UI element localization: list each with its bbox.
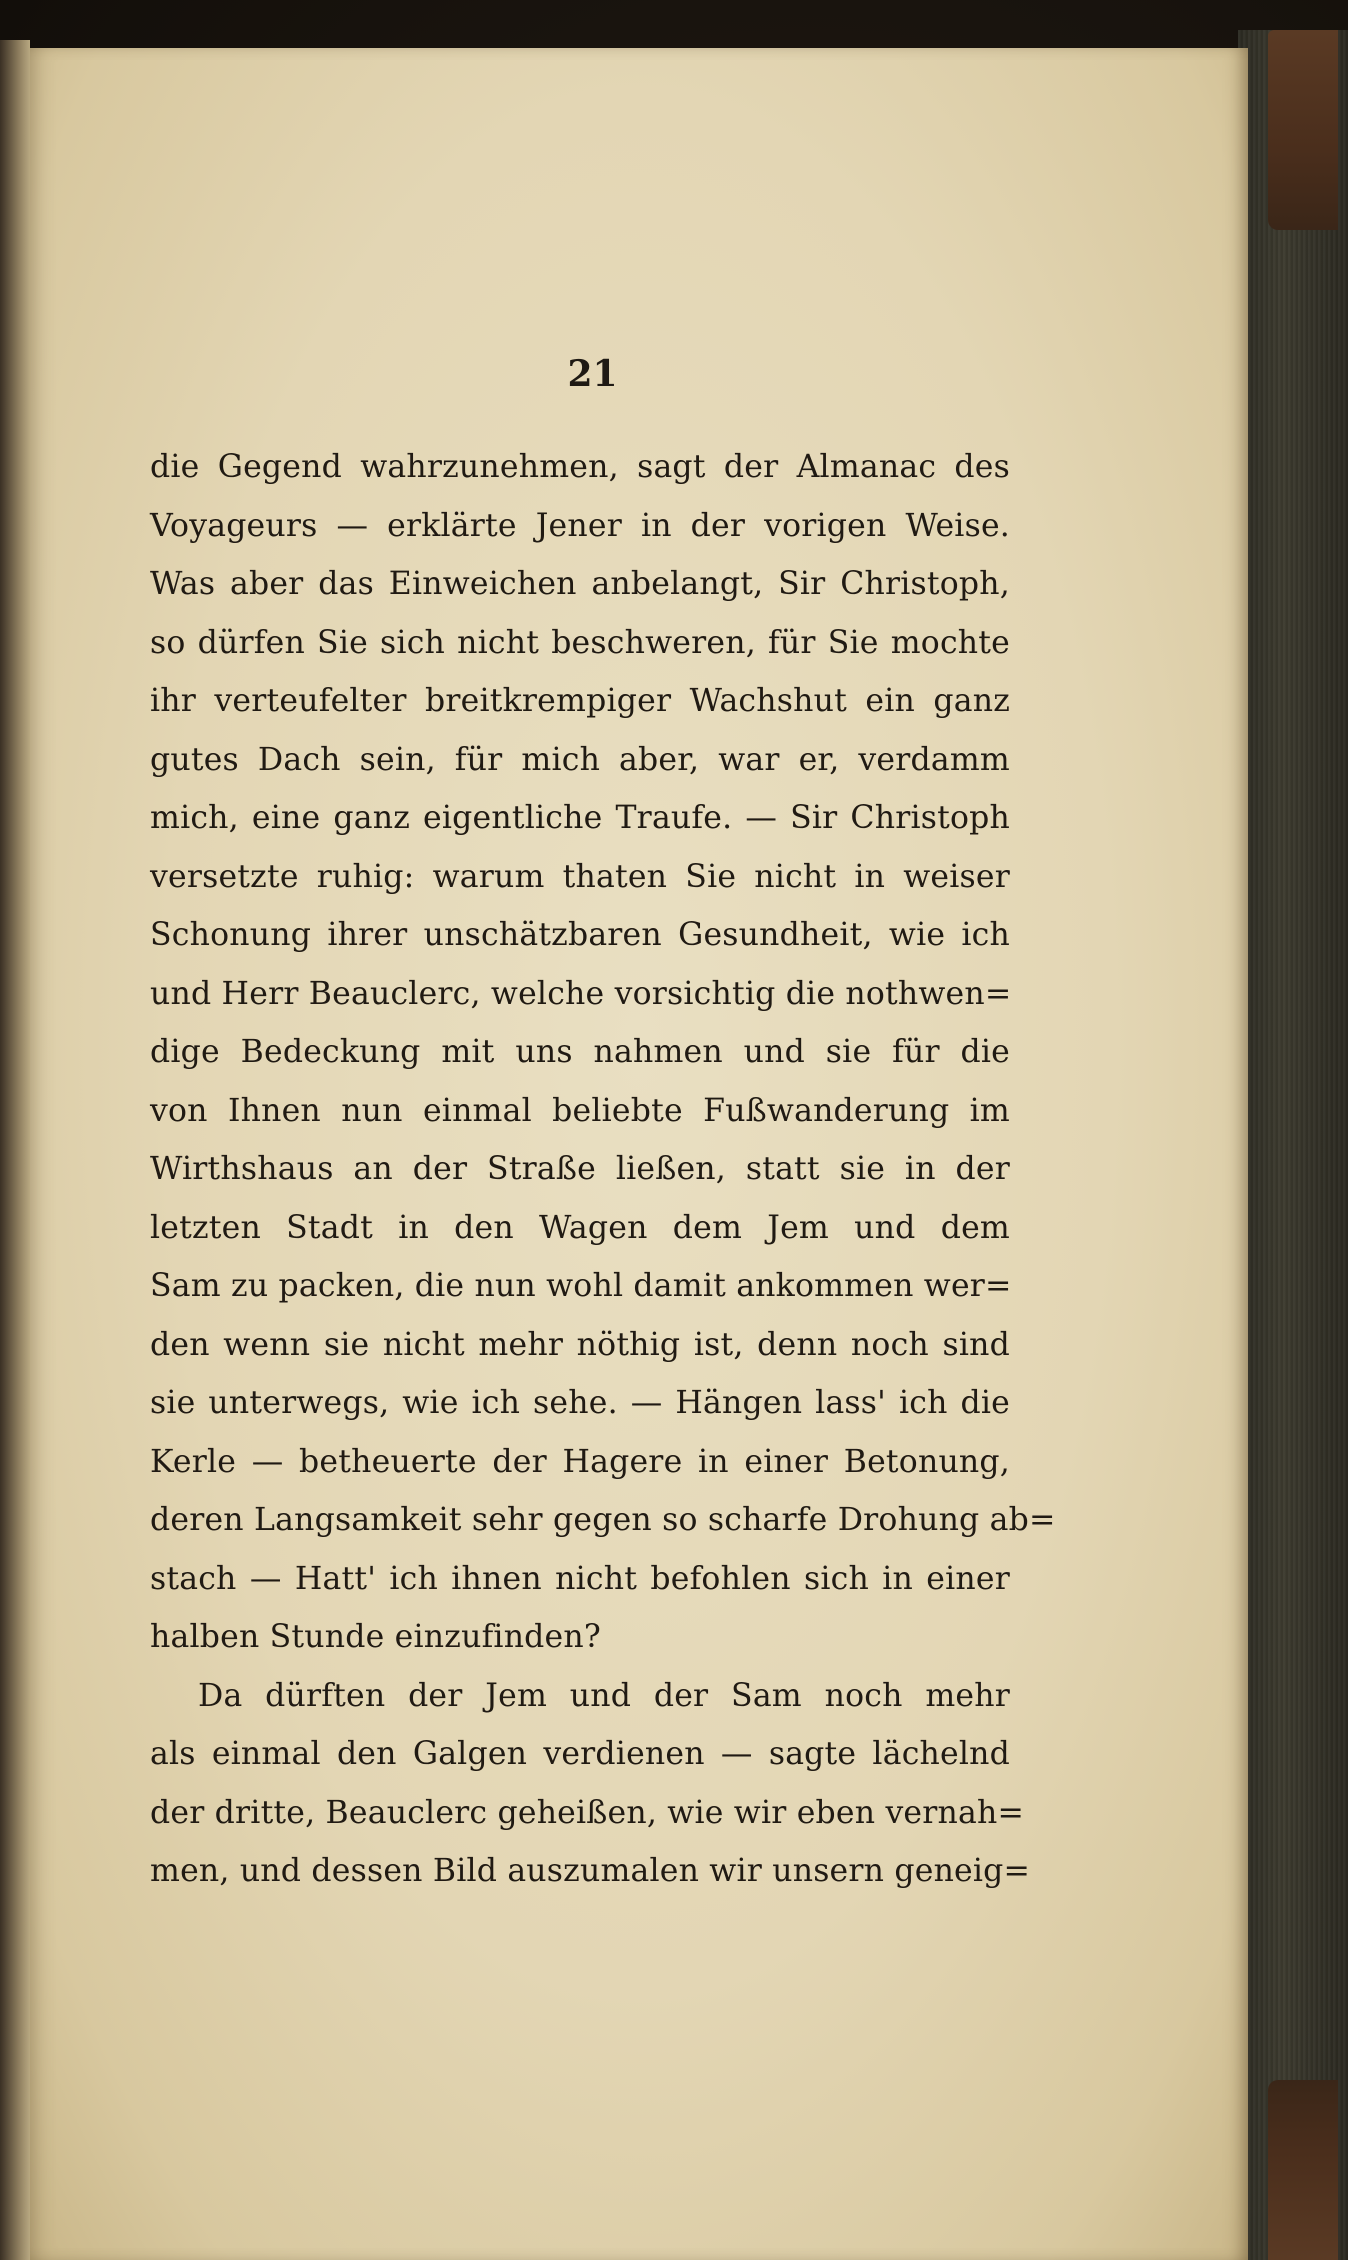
text-line: sie unterwegs, wie ich sehe. — Hängen lass' ich die bbox=[150, 1385, 1010, 1421]
text-line: men, und dessen Bild auszumalen wir unsern geneig= bbox=[150, 1853, 1031, 1889]
text-line: dige Bedeckung mit uns nahmen und sie für die bbox=[150, 1034, 1010, 1070]
text-line: ihr verteufelter breitkrempiger Wachshut ein ganz bbox=[150, 683, 1010, 719]
text-line: als einmal den Galgen verdienen — sagte lächelnd bbox=[150, 1736, 1010, 1772]
text-line: der dritte, Beauclerc geheißen, wie wir eben vernah= bbox=[150, 1794, 1025, 1831]
text-line: deren Langsamkeit sehr gegen so scharfe Drohung ab= bbox=[150, 1502, 1056, 1538]
left-page-edge bbox=[0, 40, 30, 2260]
text-line: den wenn sie nicht mehr nöthig ist, denn noch sind bbox=[150, 1326, 1010, 1363]
text-line: Kerle — betheuerte der Hagere in einer Betonung, bbox=[150, 1443, 1010, 1480]
text-line: von Ihnen nun einmal beliebte Fußwanderung im bbox=[150, 1092, 1010, 1129]
text-line: Voyageurs — erklärte Jener in der vorigen Weise. bbox=[150, 507, 1010, 544]
text-line: Sam zu packen, die nun wohl damit ankommen wer= bbox=[150, 1268, 1012, 1304]
text-line: letzten Stadt in den Wagen dem Jem und dem bbox=[150, 1209, 1010, 1246]
text-line: und Herr Beauclerc, welche vorsichtig die nothwen= bbox=[150, 975, 1012, 1012]
body-text bbox=[150, 438, 1056, 1901]
text-line: stach — Hatt' ich ihnen nicht befohlen sich in einer bbox=[150, 1560, 1010, 1597]
text-line: Schonung ihrer unschätzbaren Gesundheit, wie ich bbox=[150, 917, 1010, 953]
book-page bbox=[30, 48, 1248, 2260]
page-number: 21 bbox=[567, 353, 618, 395]
leather-corner-bottom bbox=[1268, 2080, 1338, 2260]
text-line: Wirthshaus an der Straße ließen, statt sie in der bbox=[150, 1151, 1010, 1187]
text-line: Was aber das Einweichen anbelangt, Sir Christoph, bbox=[150, 566, 1010, 602]
book-cover bbox=[1238, 30, 1348, 2260]
text-line: die Gegend wahrzunehmen, sagt der Almanac des bbox=[150, 449, 1010, 485]
text-line: versetzte ruhig: warum thaten Sie nicht in weiser bbox=[150, 858, 1010, 895]
leather-corner-top bbox=[1268, 30, 1338, 230]
text-line: mich, eine ganz eigentliche Traufe. — Sir Christoph bbox=[150, 800, 1010, 836]
text-line: Da dürften der Jem und der Sam noch mehr bbox=[198, 1677, 1010, 1714]
text-line: halben Stunde einzufinden? bbox=[150, 1619, 601, 1655]
text-line: so dürfen Sie sich nicht beschweren, für Sie mochte bbox=[150, 624, 1010, 661]
text-line: gutes Dach sein, für mich aber, war er, verdamm bbox=[150, 741, 1010, 778]
